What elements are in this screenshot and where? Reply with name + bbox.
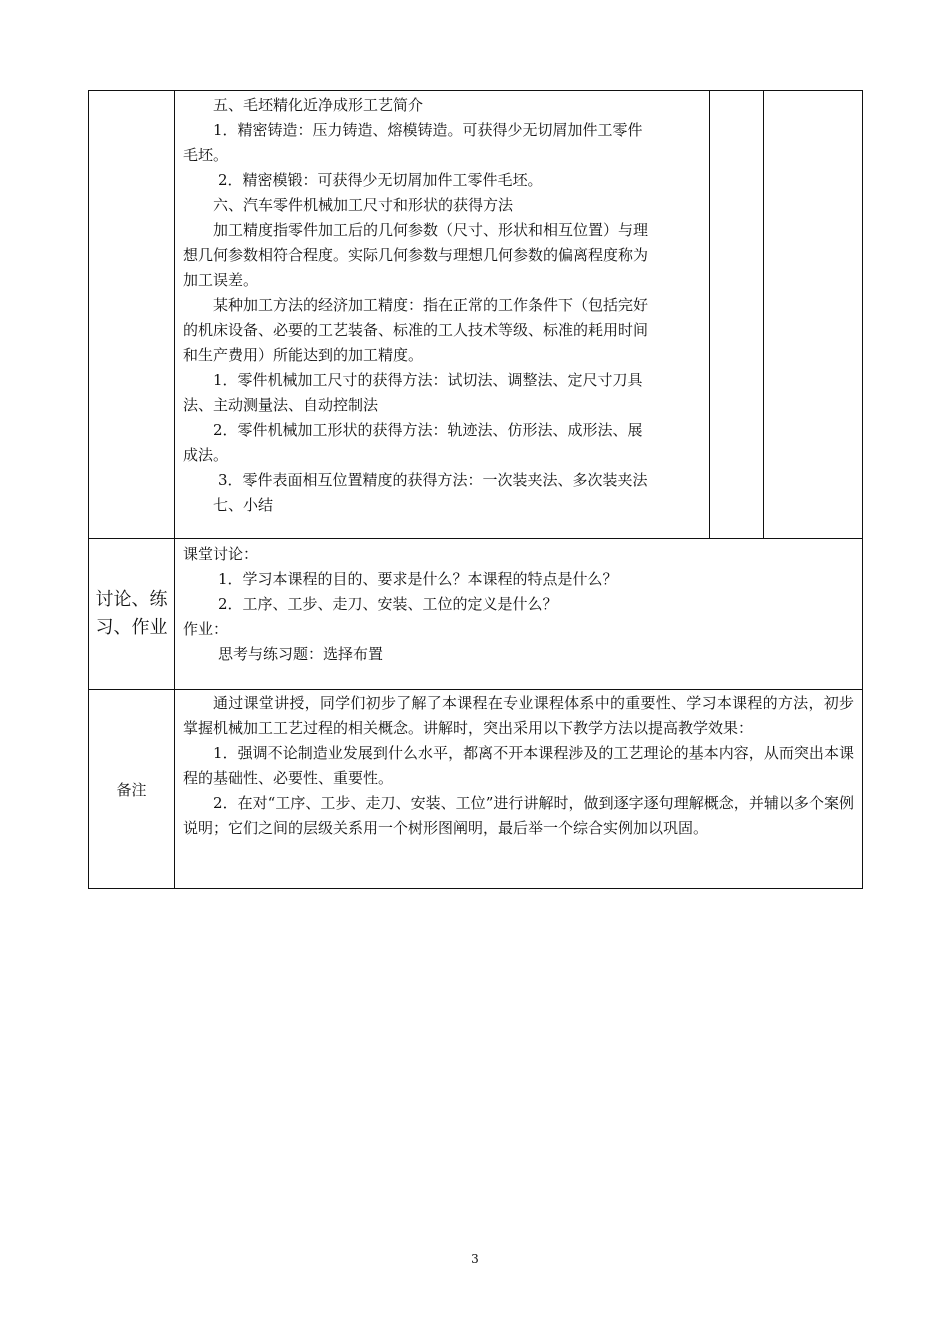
remarks-cell [175, 690, 862, 845]
content-row [88, 90, 863, 539]
remarks-paragraph: 1．强调不论制造业发展到什么水平，都离不开本课程涉及的工艺理论的基本内容，从而突出本课程的基础性、必要性、重要性。 [183, 744, 854, 787]
text-line: 的机床设备、必要的工艺装备、标准的工人技术等级、标准的耗用时间 [183, 321, 649, 339]
remarks-label: 备注 [116, 780, 147, 799]
row-label-cell-empty [89, 91, 175, 538]
text-line: 想几何参数相符合程度。实际几何参数与理想几何参数的偏离程度称为 [183, 246, 649, 264]
discussion-row [88, 539, 863, 690]
remarks-row [88, 690, 863, 889]
text-line: 1．零件机械加工尺寸的获得方法：试切法、调整法、定尺寸刀具 [213, 371, 643, 389]
text-line: 1．精密铸造：压力铸造、熔模铸造。可获得少无切屑加件工零件 [213, 121, 643, 139]
text-line: 某种加工方法的经济加工精度：指在正常的工作条件下（包括完好 [213, 296, 649, 314]
page-number: 3 [471, 1252, 479, 1266]
text-line: 加工误差。 [183, 271, 259, 289]
lesson-plan-table [88, 90, 863, 889]
heading-five: 五、毛坯精化近净成形工艺简介 [213, 96, 424, 114]
discussion-heading: 课堂讨论： [183, 545, 259, 563]
discussion-cell [175, 539, 862, 671]
empty-column-b [764, 91, 864, 538]
text-line: 3．零件表面相互位置精度的获得方法：一次装夹法、多次装夹法 [218, 471, 648, 489]
text-line: 2．精密模锻：可获得少无切屑加件工零件毛坯。 [218, 171, 543, 189]
remarks-paragraph: 2．在对“工序、工步、走刀、安装、工位”进行讲解时，做到逐字逐句理解概念，并辅以多个案例说明；它们之间的层级关系用一个树形图阐明，最后举一个综合实例加以巩固。 [183, 794, 854, 837]
remarks-paragraph: 通过课堂讲授，同学们初步了解了本课程在专业课程体系中的重要性、学习本课程的方法，初步掌握机械加工工艺过程的相关概念。讲解时，突出采用以下教学方法以提高教学效果： [183, 694, 854, 737]
discussion-item: 1．学习本课程的目的、要求是什么？本课程的特点是什么？ [218, 570, 618, 588]
text-line: 成法。 [183, 446, 229, 464]
content-cell [175, 91, 708, 522]
text-line: 和生产费用）所能达到的加工精度。 [183, 346, 424, 364]
discussion-label-cell [89, 539, 175, 689]
discussion-label: 讨论、练习、作业 [95, 589, 168, 638]
homework-item: 思考与练习题：选择布置 [218, 645, 384, 663]
text-line: 2．零件机械加工形状的获得方法：轨迹法、仿形法、成形法、展 [213, 421, 643, 439]
text-line: 毛坯。 [183, 146, 229, 164]
homework-heading: 作业： [183, 620, 229, 638]
heading-seven: 七、小结 [213, 496, 274, 514]
text-line: 加工精度指零件加工后的几何参数（尺寸、形状和相互位置）与理 [213, 221, 649, 239]
text-line: 法、主动测量法、自动控制法 [183, 396, 379, 414]
heading-six: 六、汽车零件机械加工尺寸和形状的获得方法 [213, 196, 514, 214]
empty-column-a [709, 91, 764, 538]
remarks-label-cell [89, 690, 175, 888]
discussion-item: 2．工序、工步、走刀、安装、工位的定义是什么？ [218, 595, 558, 613]
